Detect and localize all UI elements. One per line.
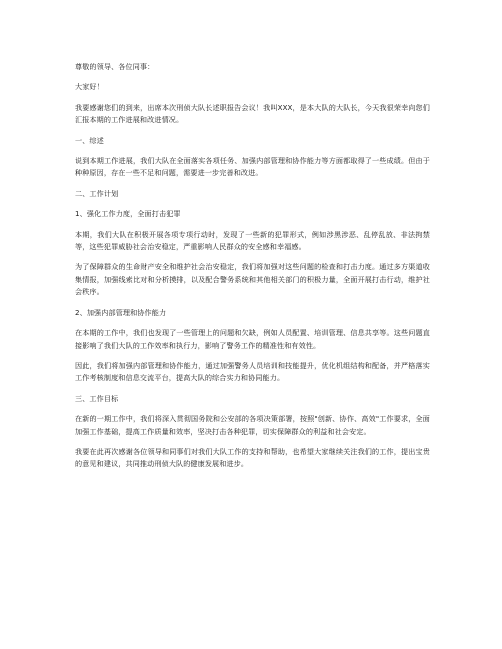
subheading-crackdown: 1、强化工作力度，全面打击犯罪	[75, 209, 181, 219]
salutation: 尊敬的领导、各位同事：	[75, 62, 155, 71]
section-heading-goals: 三、工作目标	[75, 393, 119, 403]
subheading-internal-management: 2、加强内部管理和协作能力	[75, 307, 167, 317]
document-body	[75, 61, 430, 471]
crackdown-paragraph-1: 本期，我们大队在积极开展各项专项行动时，发现了一些新的犯罪形式，例如涉黑涉恶、乱停乱放、非法拘禁等，这些犯罪威胁社会治安稳定，严重影响人民群众的安全感和幸福感。	[75, 229, 430, 252]
section-heading-work-plan: 二、工作计划	[75, 188, 119, 198]
intro-paragraph: 我要感谢您们的到来，出席本次刑侦大队长述职报告会议！我叫XXX，是本大队的大队长，今天我很荣幸向您们汇报本期的工作进展和改进情况。	[75, 102, 430, 125]
section-heading-overview: 一、综述	[75, 135, 104, 145]
closing-paragraph: 我要在此再次感谢各位领导和同事们对我们大队工作的支持和帮助，也希望大家继续关注我们的工作，提出宝贵的意见和建议，共同推动刑侦大队的健康发展和进步。	[75, 446, 430, 469]
management-paragraph-2: 因此，我们将加强内部管理和协作能力，通过加强警务人员培训和技能提升，优化机组结构和配备，并严格落实工作考核制度和信息交流平台，提高大队的综合实力和协同能力。	[75, 360, 430, 383]
management-paragraph-1: 在本期的工作中，我们也发现了一些管理上的问题和欠缺，例如人员配置、培训管理、信息共享等。这些问题直接影响了我们大队的工作效率和执行力，影响了警务工作的精准性和有效性。	[75, 328, 430, 350]
overview-paragraph: 说到本期工作进展，我们大队在全面落实各项任务、加强内部管理和协作能力等方面都取得了一些成绩。但由于种种原因，存在一些不足和问题，需要进一步完善和改进。	[75, 156, 430, 178]
crackdown-paragraph-2: 为了保障群众的生命财产安全和维护社会治安稳定，我们将加强对这些问题的检查和打击力度。通过多方渠道收集情报，加强线索比对和分析摸排，以及配合警务系统和其他相关部门的积极力量，全面开展打击行动，维护社会秩序。	[75, 262, 430, 297]
greeting: 大家好！	[75, 82, 104, 92]
goals-paragraph: 在新的一期工作中，我们将深入贯彻国务院和公安部的各项决策部署，按照"创新、协作、高效"工作要求，全面加强工作基础，提高工作质量和效率，坚决打击各种犯罪，切实保障群众的利益和社会安定。	[75, 414, 430, 436]
